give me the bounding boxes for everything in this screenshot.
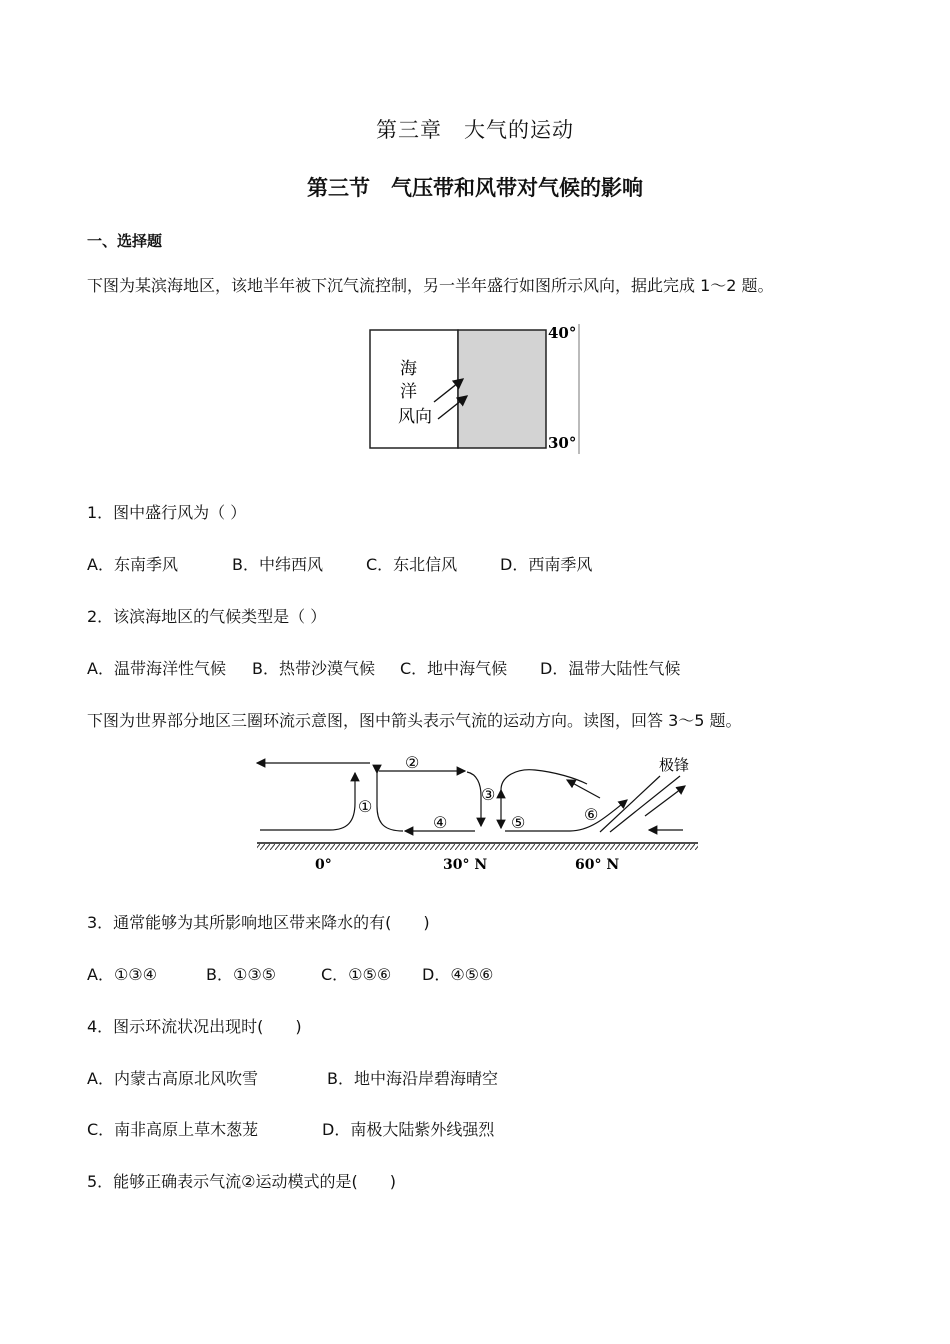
question-5-stem: 5．能够正确表示气流②运动模式的是( ) — [87, 1172, 397, 1191]
q2-option-b[interactable]: B．热带沙漠气候 — [252, 659, 375, 678]
question-3-stem: 3．通常能够为其所影响地区带来降水的有( ) — [87, 913, 430, 932]
question-2-stem: 2．该滨海地区的气候类型是（ ） — [87, 607, 327, 626]
polar-front-line — [610, 776, 680, 832]
q3-option-d[interactable]: D．④⑤⑥ — [422, 965, 494, 984]
chapter-title: 第三章 大气的运动 — [376, 118, 574, 142]
intro-paragraph-2: 下图为世界部分地区三圈环流示意图，图中箭头表示气流的运动方向。读图，回答 3～5 题。 — [87, 711, 742, 730]
descending-arrow-icon — [467, 772, 481, 826]
q3-option-a[interactable]: A．①③④ — [87, 965, 157, 984]
q1-option-b[interactable]: B．中纬西风 — [232, 555, 323, 574]
q2-option-d[interactable]: D．温带大陆性气候 — [540, 659, 681, 678]
latitude-30-label: 30° — [548, 434, 577, 452]
q3-option-b[interactable]: B．①③⑤ — [206, 965, 277, 984]
marker-1: ① — [358, 797, 373, 816]
trade-wind-rising-arrow-icon — [260, 773, 355, 830]
figure-coastal-wind — [368, 322, 588, 458]
q4-option-d[interactable]: D．南极大陆紫外线强烈 — [322, 1120, 495, 1139]
q3-option-c[interactable]: C．①⑤⑥ — [321, 965, 392, 984]
latitude-30n-label: 30° N — [443, 857, 488, 873]
q4-option-b[interactable]: B．地中海沿岸碧海晴空 — [327, 1069, 498, 1088]
land-area — [458, 330, 546, 448]
return-flow-arrow-icon — [377, 773, 403, 831]
figure-three-cell-circulation — [255, 748, 700, 878]
ground-hatch — [257, 844, 698, 850]
latitude-40-label: 40° — [548, 324, 577, 342]
latitude-60n-label: 60° N — [575, 857, 620, 873]
marker-6: ⑥ — [584, 805, 599, 824]
polar-rising-arrow-icon — [645, 786, 685, 816]
section-title: 第三节 气压带和风带对气候的影响 — [307, 176, 643, 200]
marker-3: ③ — [481, 785, 496, 804]
sea-label-1: 海 — [400, 359, 417, 379]
marker-2: ② — [405, 753, 420, 772]
q4-option-c[interactable]: C．南非高原上草木葱茏 — [87, 1120, 259, 1139]
wind-label: 风向 — [398, 407, 432, 427]
intro-paragraph-1: 下图为某滨海地区，该地半年被下沉气流控制，另一半年盛行如图所示风向，据此完成 1～2 题。 — [87, 276, 774, 295]
q4-option-a[interactable]: A．内蒙古高原北风吹雪 — [87, 1069, 258, 1088]
mid-upper-arrow-icon — [501, 770, 587, 790]
polar-front-line — [600, 776, 660, 832]
question-4-stem: 4．图示环流状况出现时( ) — [87, 1017, 302, 1036]
latitude-0-label: 0° — [315, 857, 332, 873]
q1-option-d[interactable]: D．西南季风 — [500, 555, 593, 574]
q1-option-c[interactable]: C．东北信风 — [366, 555, 458, 574]
q2-option-c[interactable]: C．地中海气候 — [400, 659, 508, 678]
q1-option-a[interactable]: A．东南季风 — [87, 555, 178, 574]
sea-label-2: 洋 — [400, 382, 417, 402]
marker-4: ④ — [433, 813, 448, 832]
marker-5: ⑤ — [511, 813, 526, 832]
question-1-stem: 1．图中盛行风为（ ） — [87, 503, 247, 522]
polar-front-label: 极锋 — [659, 756, 690, 774]
part-heading: 一、选择题 — [87, 232, 163, 250]
q2-option-a[interactable]: A．温带海洋性气候 — [87, 659, 226, 678]
